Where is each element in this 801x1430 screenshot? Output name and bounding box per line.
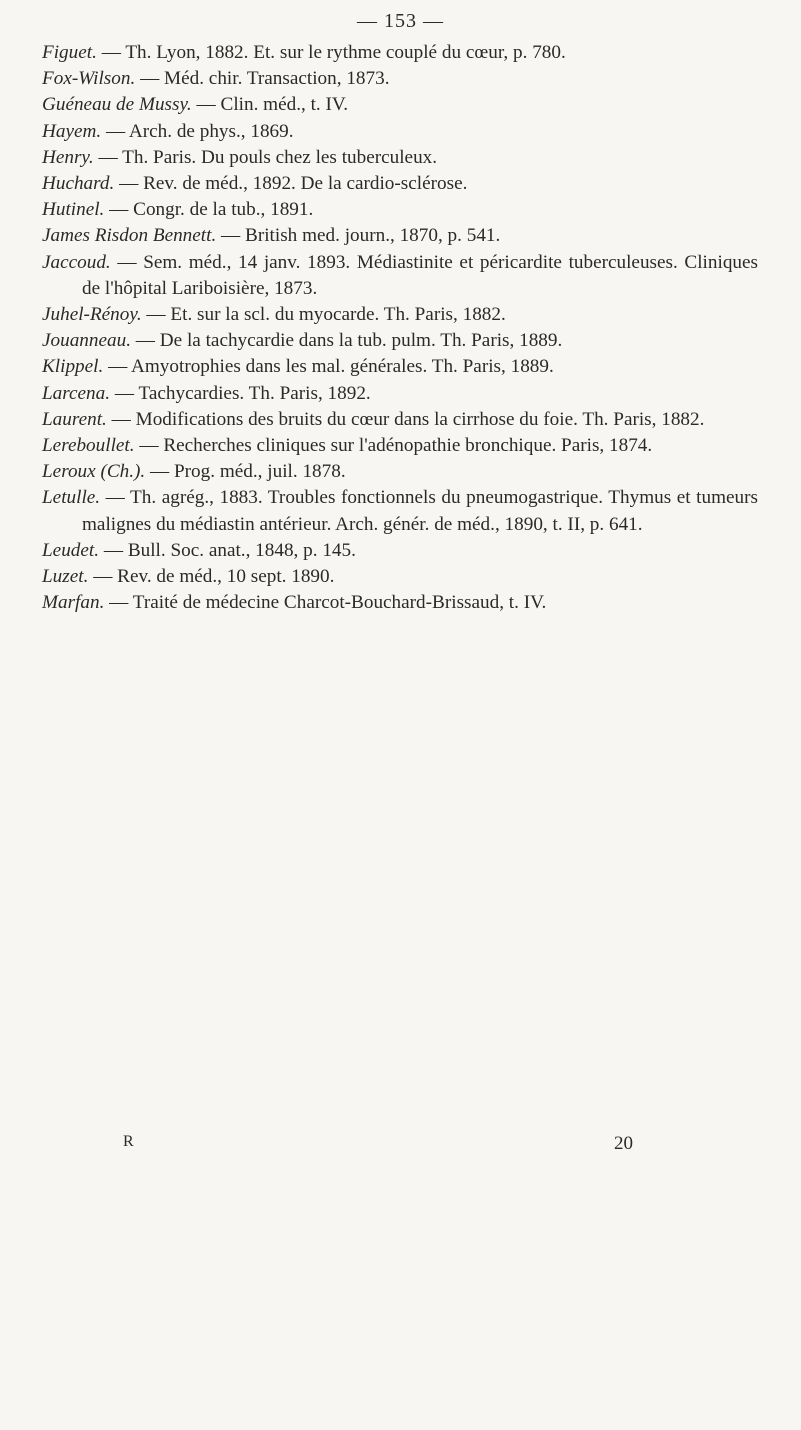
bibliography-entry xyxy=(42,302,758,328)
bibliography-entry xyxy=(42,119,758,145)
bibliography-entry xyxy=(42,223,758,249)
entry-text: — Th. Lyon, 1882. Et. sur le rythme couplé du cœur, p. 780. xyxy=(96,42,566,63)
signature-letter: R xyxy=(123,1133,134,1150)
bibliography-entry xyxy=(42,459,758,485)
entry-text: — Bull. Soc. anat., 1848, p. 145. xyxy=(99,539,356,561)
entry-text: — Tachycardies. Th. Paris, 1892. xyxy=(110,382,371,404)
bibliography-entry xyxy=(42,328,758,354)
entry-author: Jaccoud. xyxy=(42,251,111,273)
entry-author: Hayem. xyxy=(42,120,102,142)
entry-text: — Sem. méd., 14 janv. 1893. Médiastinite et péricardite tuberculeuses. Cliniques de l'hôpital Lariboisière, 1873. xyxy=(82,251,758,299)
signature-number: 20 xyxy=(614,1133,633,1154)
entry-author: Jouanneau. xyxy=(42,330,131,352)
bibliography-entry xyxy=(42,590,758,616)
entry-author: Figuet. xyxy=(42,42,97,63)
entry-author: Letulle. xyxy=(42,487,101,509)
entry-author: Huchard. xyxy=(42,173,115,195)
bibliography-entry xyxy=(42,40,758,66)
entry-text: — Th. Paris. Du pouls chez les tuberculeux. xyxy=(93,146,438,168)
entry-author: James Risdon Bennett. xyxy=(42,225,217,247)
entry-text: — Amyotrophies dans les mal. générales. Th. Paris, 1889. xyxy=(103,356,554,378)
entry-author: Laurent. xyxy=(42,408,107,430)
bibliography-entry xyxy=(42,538,758,564)
entry-text: — Th. agrég., 1883. Troubles fonctionnels du pneumogastrique. Thymus et tumeurs malignes du médiastin antérieur. Arch. génér. de méd., 1890, t. II, p. 641. xyxy=(82,487,758,535)
bibliography-entry xyxy=(42,66,758,92)
entry-author: Henry. xyxy=(42,146,94,168)
entry-author: Luzet. xyxy=(42,566,89,588)
bibliography-entry xyxy=(42,407,758,433)
bibliography-entry xyxy=(42,354,758,380)
entry-text: — Modifications des bruits du cœur dans la cirrhose du foie. Th. Paris, 1882. xyxy=(106,408,705,430)
bibliography-entry xyxy=(42,485,758,537)
bibliography-entry xyxy=(42,92,758,118)
page-number: — 153 — xyxy=(357,10,444,32)
entry-author: Marfan. xyxy=(42,592,105,614)
bibliography-entry xyxy=(42,381,758,407)
entry-author: Guéneau de Mussy. xyxy=(42,94,192,116)
entry-text: — Méd. chir. Transaction, 1873. xyxy=(135,68,390,90)
bibliography-entry xyxy=(42,171,758,197)
entry-text: — Traité de médecine Charcot-Bouchard-Brissaud, t. IV. xyxy=(104,592,547,614)
bibliography-entry xyxy=(42,250,758,302)
bibliography-list xyxy=(42,40,758,616)
entry-text: — Clin. méd., t. IV. xyxy=(191,94,349,116)
bibliography-entry xyxy=(42,145,758,171)
entry-author: Larcena. xyxy=(42,382,111,404)
entry-author: Juhel-Rénoy. xyxy=(42,304,142,326)
entry-text: — Arch. de phys., 1869. xyxy=(101,120,294,142)
entry-text: — Prog. méd., juil. 1878. xyxy=(145,461,346,483)
bibliography-entry xyxy=(42,433,758,459)
bibliography-entry xyxy=(42,197,758,223)
entry-text: — Congr. de la tub., 1891. xyxy=(104,199,314,221)
entry-author: Lereboullet. xyxy=(42,435,135,457)
bibliography-entry xyxy=(42,564,758,590)
entry-author: Klippel. xyxy=(42,356,104,378)
entry-author: Leroux (Ch.). xyxy=(42,461,146,483)
entry-author: Hutinel. xyxy=(42,199,105,221)
entry-text: — Et. sur la scl. du myocarde. Th. Paris, 1882. xyxy=(141,304,506,326)
entry-text: — Rev. de méd., 10 sept. 1890. xyxy=(88,566,335,588)
entry-text: — British med. journ., 1870, p. 541. xyxy=(216,225,501,247)
entry-text: — Rev. de méd., 1892. De la cardio-sclérose. xyxy=(114,173,468,195)
entry-text: — De la tachycardie dans la tub. pulm. Th. Paris, 1889. xyxy=(131,330,563,352)
entry-author: Fox-Wilson. xyxy=(42,68,136,90)
entry-text: — Recherches cliniques sur l'adénopathie bronchique. Paris, 1874. xyxy=(134,435,653,457)
entry-author: Leudet. xyxy=(42,539,100,561)
